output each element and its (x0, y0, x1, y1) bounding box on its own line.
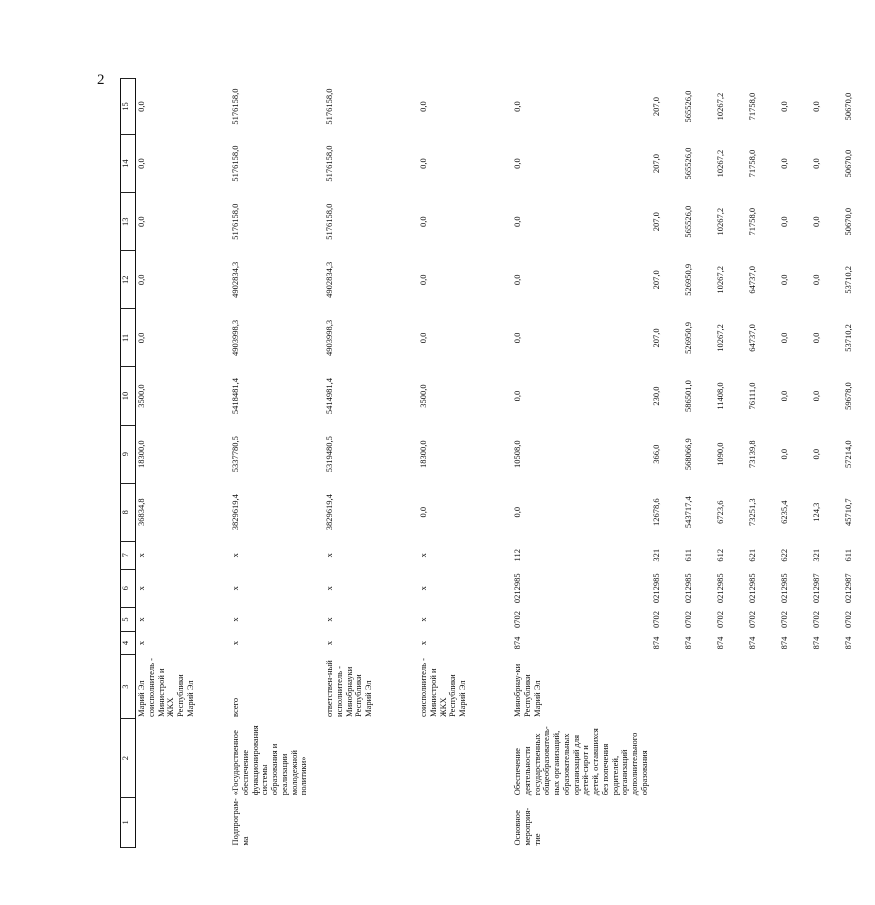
table-body (136, 79, 875, 848)
table-cell-col-5: 0702 (778, 611, 789, 629)
table-cell-col-5: 0702 (650, 611, 661, 629)
table-cell-col-13: 0,0 (778, 216, 789, 227)
column-header-row (121, 79, 136, 848)
table-cell-col-14: 5176158,0 (230, 145, 240, 182)
table-cell-col-10: 59678,0 (842, 382, 853, 410)
table-cell-col-6: 0212987 (810, 573, 821, 604)
table-cell-col-7: 621 (746, 548, 757, 562)
table-cell-col-14: 565526,0 (682, 147, 693, 180)
table-cell-col-12: 0,0 (136, 274, 146, 286)
table-cell-col-3 (811, 654, 843, 719)
table-cell-col-7: 611 (682, 549, 693, 562)
table-cell-col-14: 0,0 (418, 158, 428, 169)
table-cell-col-8: 45710,7 (842, 498, 853, 527)
table-cell-col-3: Минобрнау-ки Республики Марий Эл (512, 663, 542, 717)
table-cell-col-2 (683, 719, 715, 797)
table-cell-col-5: 0702 (810, 611, 821, 629)
table-cell-col-3 (843, 654, 875, 719)
table-cell-col-9: 5337780,5 (230, 436, 240, 473)
table-cell-col-3 (779, 654, 811, 719)
table-cell-col-4: 874 (746, 636, 757, 650)
table-cell-col-8: 36834,8 (136, 498, 146, 527)
table-cell-col-14: 0,0 (810, 158, 821, 169)
table-cell-col-9: 0,0 (810, 448, 821, 460)
table-cell-col-4: x (418, 640, 428, 646)
column-header: 8 (121, 483, 136, 541)
table-cell-col-14: 0,0 (512, 158, 522, 169)
column-header: 5 (121, 607, 136, 632)
table-cell-col-3: всего (230, 697, 240, 717)
table-cell-col-7: 321 (650, 548, 661, 562)
table-cell-col-1 (324, 797, 418, 847)
table-cell-col-12: 53710,2 (842, 265, 853, 294)
table-cell-col-11: 0,0 (418, 332, 428, 344)
table-cell-col-4: 874 (512, 636, 522, 650)
table-cell-col-2 (651, 719, 683, 797)
table-cell-col-6: x (136, 586, 146, 591)
table-cell-col-2 (136, 719, 231, 797)
table-cell-col-7: 321 (810, 548, 821, 562)
table-cell-col-6: 0212985 (746, 573, 757, 604)
table-cell-col-11: 10267,2 (714, 324, 725, 352)
table-cell-col-2 (324, 719, 418, 797)
table-cell-col-4: 874 (842, 636, 853, 650)
table-cell-col-9: 1090,0 (714, 442, 725, 466)
table-cell-col-1: Основное мероприя-тие (512, 807, 542, 846)
table-cell-col-14: 71758,0 (746, 149, 757, 178)
table-cell-col-11: 4903998,3 (324, 319, 334, 356)
column-header: 13 (121, 193, 136, 251)
table-cell-col-6: x (230, 586, 240, 591)
table-cell-col-5: 0702 (682, 611, 693, 629)
column-header: 9 (121, 425, 136, 483)
table-row (230, 79, 324, 848)
table-cell-col-13: 207,0 (650, 212, 661, 232)
table-cell-col-4: 874 (810, 636, 821, 650)
table-cell-col-10: 0,0 (810, 390, 821, 402)
column-header: 14 (121, 135, 136, 193)
table-cell-col-9: 73139,8 (746, 440, 757, 468)
table-cell-col-1 (747, 797, 779, 847)
table-row (324, 79, 418, 848)
table-cell-col-6: 0212985 (714, 573, 725, 604)
table-cell-col-4: 874 (650, 636, 661, 650)
table-cell-col-3: Марий Эл соисполнитель - Министрой и ЖКХ Республики Марий Эл (136, 658, 195, 717)
table-cell-col-1 (651, 797, 683, 847)
table-cell-col-2 (843, 719, 875, 797)
table-cell-col-9: 18300,0 (136, 440, 146, 468)
table-cell-col-9: 10508,0 (512, 440, 522, 468)
table-cell-col-15: 71758,0 (746, 92, 757, 121)
table-cell-col-2 (715, 719, 747, 797)
table-cell-col-13: 0,0 (512, 216, 522, 227)
table-cell-col-10: 11408,0 (714, 382, 725, 410)
table-cell-col-15: 0,0 (136, 101, 146, 112)
column-header: 4 (121, 632, 136, 654)
table-cell-col-12: 0,0 (778, 274, 789, 286)
table-cell-col-11: 0,0 (778, 332, 789, 344)
table-cell-col-8: 6235,4 (778, 500, 789, 524)
table-cell-col-3: ответствен-ный исполнитель - Минобрнауки Республики Марий Эл (324, 660, 374, 717)
column-header: 3 (121, 654, 136, 719)
table-cell-col-9: 0,0 (778, 448, 789, 460)
table-cell-col-11: 64737,0 (746, 324, 757, 352)
table-cell-col-14: 0,0 (136, 158, 146, 169)
table-cell-col-4: x (230, 640, 240, 646)
table-cell-col-11: 0,0 (136, 332, 146, 344)
table-cell-col-1 (136, 797, 231, 847)
table-cell-col-12: 0,0 (810, 274, 821, 286)
rotated-table-page (120, 78, 853, 848)
table-cell-col-1 (843, 797, 875, 847)
column-header: 10 (121, 367, 136, 425)
table-cell-col-14: 207,0 (650, 154, 661, 174)
budget-table (120, 78, 875, 848)
table-cell-col-7: x (230, 553, 240, 558)
table-cell-col-2: Обеспечение деятельности государственных общеобразователь-ных организаций, образовательных организаций для детей-сирот и детей, оставшихся без попечения родителей, организаций дополнительного образования (512, 726, 649, 796)
table-cell-col-13: 71758,0 (746, 207, 757, 236)
table-cell-col-7: x (418, 553, 428, 558)
table-cell-col-5: 0702 (746, 611, 757, 629)
column-header: 11 (121, 309, 136, 367)
table-cell-col-15: 565526,0 (682, 90, 693, 123)
table-cell-col-7: 112 (512, 549, 522, 562)
table-cell-col-15: 0,0 (778, 101, 789, 112)
table-cell-col-13: 10267,2 (714, 207, 725, 236)
table-cell-col-1 (779, 797, 811, 847)
table-cell-col-1 (715, 797, 747, 847)
table-cell-col-5: 0702 (842, 611, 853, 629)
table-cell-col-1 (418, 797, 512, 847)
table-cell-col-12: 64737,0 (746, 265, 757, 294)
table-cell-col-7: 612 (714, 548, 725, 562)
table-cell-col-6: 0212987 (842, 573, 853, 604)
column-header: 1 (121, 797, 136, 847)
table-cell-col-10: 5418481,4 (230, 377, 240, 415)
table-cell-col-15: 5176158,0 (230, 88, 240, 125)
table-cell-col-14: 0,0 (778, 158, 789, 169)
table-cell-col-6: x (324, 586, 334, 591)
table-cell-col-6: 0212985 (650, 573, 661, 604)
table-cell-col-6: 0212985 (512, 573, 522, 604)
table-cell-col-10: 0,0 (512, 390, 522, 402)
table-cell-col-9: 57214,0 (842, 440, 853, 468)
table-cell-col-13: 565526,0 (682, 205, 693, 238)
table-cell-col-2 (418, 719, 512, 797)
table-cell-col-5: 0702 (512, 611, 522, 629)
table-cell-col-11: 4903998,3 (230, 319, 240, 356)
table-cell-col-13: 5176158,0 (324, 203, 334, 240)
table-cell-col-1: Подпрограм-ма (230, 798, 250, 846)
page-number: 2 (97, 72, 105, 88)
table-cell-col-15: 10267,2 (714, 92, 725, 121)
table-cell-col-15: 50670,0 (842, 92, 853, 121)
table-cell-col-13: 0,0 (136, 216, 146, 227)
table-row (779, 79, 811, 848)
table-cell-col-7: 611 (842, 549, 853, 562)
table-cell-col-10: 586501,0 (682, 380, 693, 412)
table-cell-col-2 (747, 719, 779, 797)
table-cell-col-12: 0,0 (512, 274, 522, 286)
table-cell-col-10: 3500,0 (136, 384, 146, 408)
table-cell-col-3 (715, 654, 747, 719)
table-cell-col-14: 50670,0 (842, 149, 853, 178)
table-cell-col-10: 230,0 (650, 386, 661, 406)
table-cell-col-2: «Государственное обеспечение функционирования системы образования и реализации молодежной политики» (230, 725, 309, 796)
table-cell-col-8: 0,0 (418, 506, 428, 518)
table-cell-col-5: x (230, 617, 240, 622)
table-cell-col-11: 0,0 (512, 332, 522, 344)
table-row (136, 79, 231, 848)
table-cell-col-6: 0212985 (778, 573, 789, 604)
table-cell-col-12: 4902834,3 (324, 261, 334, 298)
table-row (715, 79, 747, 848)
table-cell-col-7: 622 (778, 548, 789, 562)
table-cell-col-13: 50670,0 (842, 207, 853, 236)
table-cell-col-1 (811, 797, 843, 847)
table-cell-col-9: 568066,9 (682, 438, 693, 471)
table-cell-col-9: 18300,0 (418, 440, 428, 468)
table-cell-col-11: 53710,2 (842, 324, 853, 352)
table-row (843, 79, 875, 848)
table-row (811, 79, 843, 848)
column-header: 6 (121, 569, 136, 607)
table-row (418, 79, 512, 848)
table-cell-col-4: x (324, 640, 334, 646)
table-cell-col-11: 207,0 (650, 328, 661, 348)
table-row (747, 79, 779, 848)
table-cell-col-8: 12678,6 (650, 498, 661, 527)
table-row (512, 79, 651, 848)
column-header: 12 (121, 251, 136, 309)
table-cell-col-1 (683, 797, 715, 847)
column-header: 7 (121, 541, 136, 569)
table-cell-col-13: 5176158,0 (230, 203, 240, 240)
table-cell-col-4: 874 (682, 636, 693, 650)
table-cell-col-7: x (136, 553, 146, 558)
table-cell-col-6: 0212985 (682, 573, 693, 604)
table-cell-col-9: 366,0 (650, 444, 661, 464)
table-cell-col-3 (683, 654, 715, 719)
table-row (683, 79, 715, 848)
table-cell-col-5: x (418, 617, 428, 622)
table-cell-col-5: 0702 (714, 611, 725, 629)
table-cell-col-2 (811, 719, 843, 797)
table-cell-col-6: x (418, 586, 428, 591)
table-cell-col-5: x (324, 617, 334, 622)
table-cell-col-15: 0,0 (810, 101, 821, 112)
table-cell-col-12: 10267,2 (714, 265, 725, 294)
table-cell-col-12: 526950,9 (682, 263, 693, 296)
table-cell-col-13: 0,0 (810, 216, 821, 227)
table-cell-col-7: x (324, 553, 334, 558)
table-cell-col-10: 5414981,4 (324, 377, 334, 415)
table-cell-col-15: 207,0 (650, 96, 661, 117)
table-cell-col-4: 874 (778, 636, 789, 650)
table-cell-col-5: x (136, 617, 146, 622)
table-cell-col-10: 76111,0 (746, 382, 757, 410)
table-cell-col-15: 0,0 (418, 101, 428, 112)
table-cell-col-12: 207,0 (650, 270, 661, 290)
table-cell-col-15: 0,0 (512, 101, 522, 112)
table-cell-col-9: 5319480,5 (324, 436, 334, 473)
table-cell-col-2 (779, 719, 811, 797)
table-cell-col-12: 4902834,3 (230, 261, 240, 298)
table-row (651, 79, 683, 848)
column-header: 15 (121, 79, 136, 135)
table-cell-col-14: 5176158,0 (324, 145, 334, 182)
table-cell-col-13: 0,0 (418, 216, 428, 227)
table-cell-col-15: 5176158,0 (324, 88, 334, 125)
table-cell-col-8: 73251,3 (746, 498, 757, 527)
table-cell-col-4: x (136, 640, 146, 646)
table-cell-col-4: 874 (714, 636, 725, 650)
table-cell-col-8: 0,0 (512, 506, 522, 518)
table-cell-col-14: 10267,2 (714, 149, 725, 178)
table-cell-col-8: 6723,6 (714, 500, 725, 524)
table-cell-col-8: 3829619,4 (324, 494, 334, 531)
table-cell-col-10: 0,0 (778, 390, 789, 402)
table-cell-col-3: соисполнитель - Министрой и ЖКХ Республики Марий Эл (418, 658, 468, 717)
table-cell-col-3 (651, 654, 683, 719)
table-cell-col-8: 543717,4 (682, 496, 693, 529)
column-header: 2 (121, 719, 136, 797)
table-cell-col-10: 3500,0 (418, 384, 428, 408)
table-cell-col-8: 124,3 (810, 502, 821, 522)
table-cell-col-12: 0,0 (418, 274, 428, 286)
table-cell-col-3 (747, 654, 779, 719)
table-cell-col-8: 3829619,4 (230, 494, 240, 531)
table-cell-col-11: 526950,9 (682, 321, 693, 354)
table-cell-col-11: 0,0 (810, 332, 821, 344)
